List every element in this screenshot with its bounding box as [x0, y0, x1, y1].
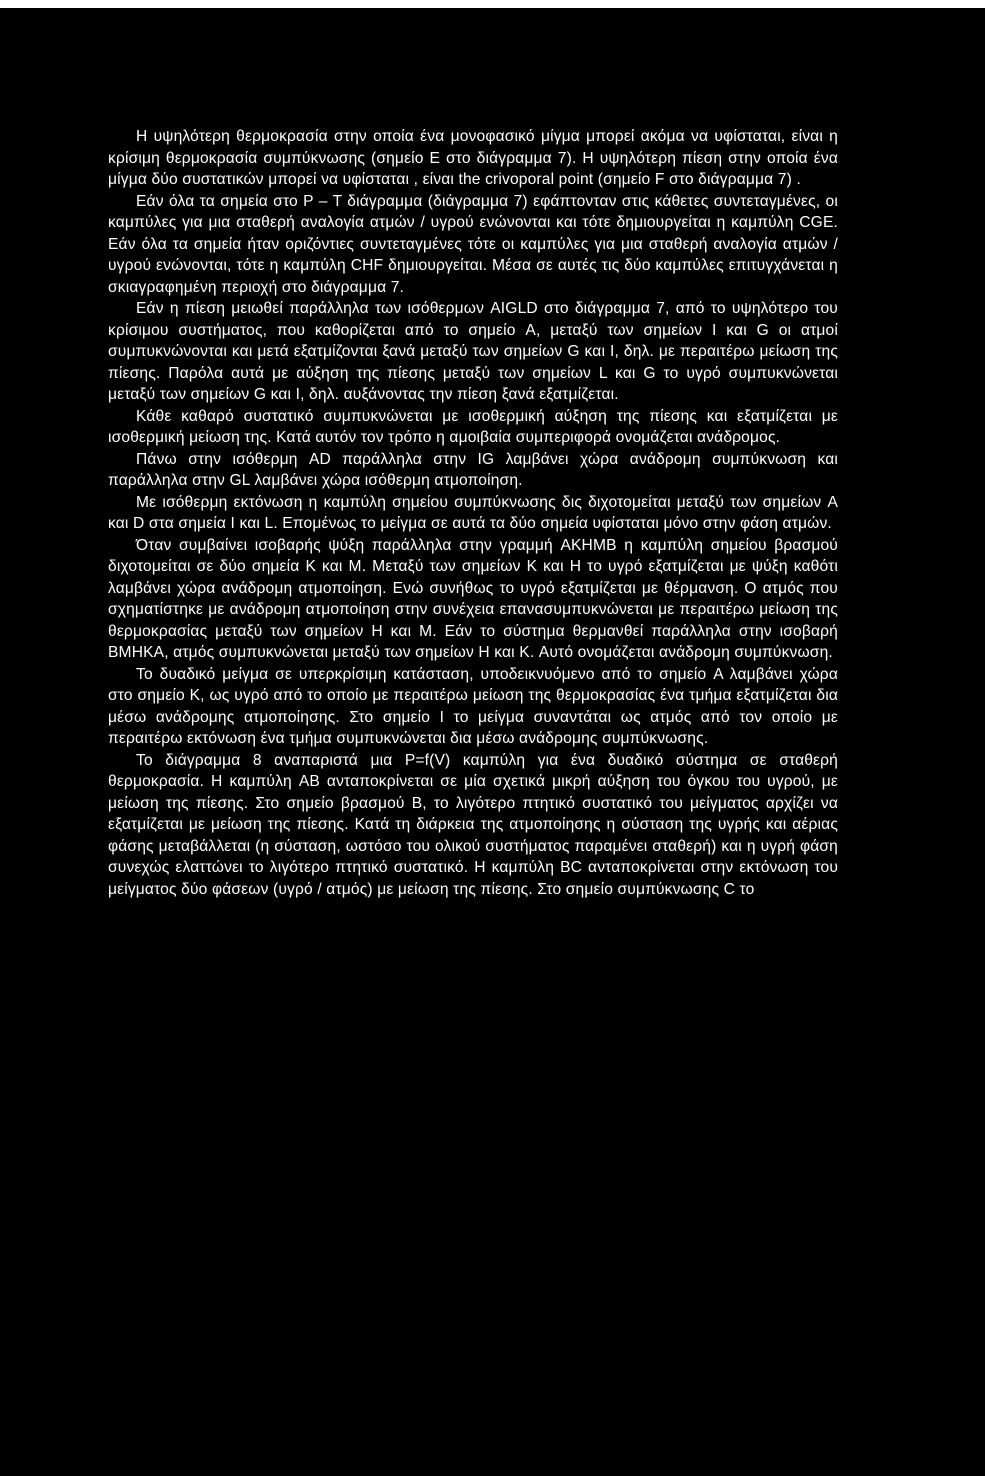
paragraph: Η υψηλότερη θερμοκρασία στην οποία ένα μονοφασικό μίγμα μπορεί ακόμα να υφίσταται, είναι η κρίσιμη θερμοκρασία συμπύκνωσης (σημείο E στο διάγραμμα 7). Η υψηλότερη πίεση στην οποία ένα μίγμα δύο συστατικών μπορεί να υφίσταται , είναι the crivoporal point (σημείο F στο διάγραμμα 7) . — [108, 128, 838, 188]
top-border — [0, 0, 985, 8]
paragraph: Εάν όλα τα σημεία στο P – T διάγραμμα (διάγραμμα 7) εφάπτονταν στις κάθετες συντεταγμένες, οι καμπύλες για μια σταθερή αναλογία ατμών / υγρού ενώνονται και τότε δημιουργείται η καμπύλη CGE. Εάν όλα τα σημεία ήταν οριζόντιες συντεταγμένες τότε οι καμπύλες για μια σταθερή αναλογία ατμών / υγρού ενώνονται, τότε η καμπύλη CHF δημιουργείται. Μέσα σε αυτές τις δύο καμπύλες επιτυγχάνεται η σκιαγραφημένη περιοχή στο διάγραμμα 7. — [108, 192, 838, 296]
paragraph: Το διάγραμμα 8 αναπαριστά μια P=f(V) καμπύλη για ένα δυαδικό σύστημα σε σταθερή θερμοκρασία. Η καμπύλη AB ανταποκρίνεται σε μία σχετικά μικρή αύξηση του όγκου του υγρού, με μείωση της πίεσης. Στο σημείο βρασμού B, το λιγότερο πτητικό συστατικό του μείγματος αρχίζει να εξατμίζεται με μείωση της πίεσης. Κατά τη διάρκεια της ατμοποίησης η σύσταση της υγρής και αέριας φάσης μεταβάλλεται (η σύσταση, ωστόσο του ολικού συστήματος παραμένει σταθερή) και η υγρή φάση συνεχώς ελαττώνει το λιγότερο πτητικό συστατικό. Η καμπύλη BC ανταποκρίνεται στην εκτόνωση του μείγματος δύο φάσεων (υγρό / ατμός) με μείωση της πίεσης. Στο σημείο συμπύκνωσης C το — [108, 751, 838, 898]
paragraph: Με ισόθερμη εκτόνωση η καμπύλη σημείου συμπύκνωσης δις διχοτομείται μεταξύ των σημείων A και D στα σημεία I και L. Επομένως το μείγμα σε αυτά τα δύο σημεία υφίσταται μόνο στην φάση ατμών. — [108, 493, 838, 532]
body-text — [108, 126, 838, 900]
paragraph: Κάθε καθαρό συστατικό συμπυκνώνεται με ισοθερμική αύξηση της πίεσης και εξατμίζεται με ισοθερμική μείωση της. Κατά αυτόν τον τρόπο η αμοιβαία συμπεριφορά ονομάζεται ανάδρομος. — [108, 407, 838, 446]
paragraph: Εάν η πίεση μειωθεί παράλληλα των ισόθερμων AIGLD στο διάγραμμα 7, από το υψηλότερο του κρίσιμου συστήματος, που καθορίζεται από το σημείο A, μεταξύ των σημείων I και G οι ατμοί συμπυκνώνονται και μετά εξατμίζονται ξανά μεταξύ των σημείων G και I, δηλ. με περαιτέρω μείωση της πίεσης. Παρόλα αυτά με αύξηση της πίεσης μεταξύ των σημείων L και G το υγρό συμπυκνώνεται μεταξύ των σημείων G και I, δηλ. αυξάνοντας την πίεση ξανά εξατμίζεται. — [108, 300, 838, 403]
paragraph: Όταν συμβαίνει ισοβαρής ψύξη παράλληλα στην γραμμή AKHMB η καμπύλη σημείου βρασμού διχοτομείται σε δύο σημεία K και M. Μεταξύ των σημείων K και H το υγρό εξατμίζεται με ψύξη καθότι λαμβάνει χώρα ανάδρομη ατμοποίηση. Ενώ συνήθως το υγρό εξατμίζεται με θέρμανση. Ο ατμός που σχηματίστηκε με ανάδρομη ατμοποίηση στην συνέχεια επανασυμπυκνώνεται με περαιτέρω μείωση της θερμοκρασίας μεταξύ των σημείων H και M. Εάν το σύστημα θερμανθεί παράλληλα στην ισοβαρή BMHKA, ατμός συμπυκνώνεται μεταξύ των σημείων H και K. Αυτό ονομάζεται ανάδρομη συμπύκνωση. — [108, 536, 838, 661]
paragraph: Το δυαδικό μείγμα σε υπερκρίσιμη κατάσταση, υποδεικνυόμενο από το σημείο A λαμβάνει χώρα στο σημείο K, ως υγρό από το οποίο με περαιτέρω μείωση της θερμοκρασίας ένα τμήμα εξατμίζεται δια μέσω ανάδρομης ατμοποίησης. Στο σημείο I το μείγμα συναντάται ως ατμός από τον οποίο με περαιτέρω εκτόνωση ένα τμήμα συμπυκνώνεται δια μέσω ανάδρομης συμπύκνωσης. — [108, 665, 838, 747]
paragraph: Πάνω στην ισόθερμη AD παράλληλα στην IG λαμβάνει χώρα ανάδρομη συμπύκνωση και παράλληλα στην GL λαμβάνει χώρα ισόθερμη ατμοποίηση. — [108, 450, 838, 489]
